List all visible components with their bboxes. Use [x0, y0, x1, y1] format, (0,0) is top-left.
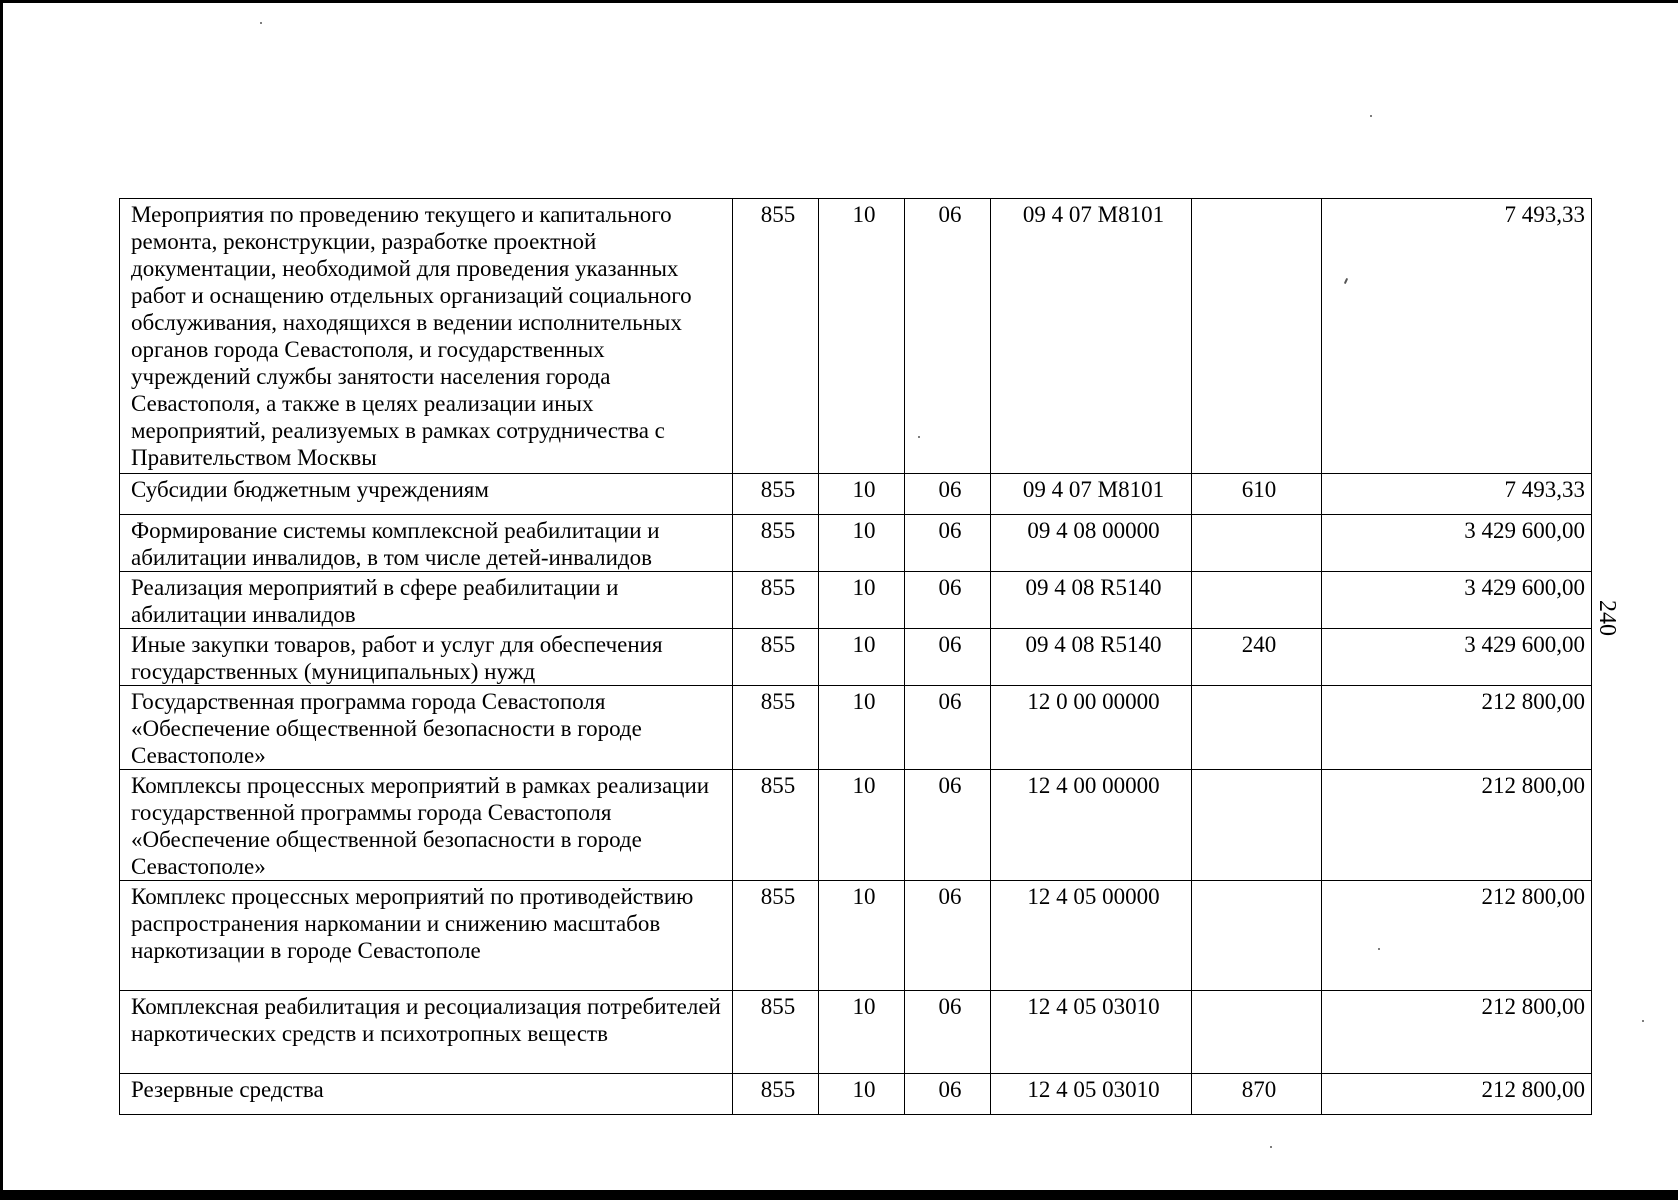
target-article-code: 09 4 08 00000 — [991, 515, 1192, 572]
expense-type-code — [1192, 991, 1322, 1074]
item-name: Государственная программа города Севастополя «Обеспечение общественной безопасности в городе Севастополе» — [120, 686, 733, 770]
scan-border-top — [0, 0, 1678, 3]
table-row — [120, 474, 1592, 515]
table-row — [120, 572, 1592, 629]
table-row — [120, 991, 1592, 1074]
section-code: 10 — [819, 686, 905, 770]
target-article-code: 12 0 00 00000 — [991, 686, 1192, 770]
expense-type-code: 870 — [1192, 1074, 1322, 1115]
expense-type-code — [1192, 686, 1322, 770]
item-name: Резервные средства — [120, 1074, 733, 1115]
section-code: 10 — [819, 199, 905, 474]
item-name: Формирование системы комплексной реабилитации и абилитации инвалидов, в том числе детей-инвалидов — [120, 515, 733, 572]
expense-type-code — [1192, 199, 1322, 474]
subsection-code: 06 — [905, 572, 991, 629]
expense-type-code: 240 — [1192, 629, 1322, 686]
grbs-code: 855 — [733, 572, 819, 629]
section-code: 10 — [819, 515, 905, 572]
target-article-code: 09 4 08 R5140 — [991, 572, 1192, 629]
table-row — [120, 1074, 1592, 1115]
page-number: 240 — [1594, 600, 1620, 636]
target-article-code: 12 4 00 00000 — [991, 770, 1192, 881]
section-code: 10 — [819, 881, 905, 991]
subsection-code: 06 — [905, 474, 991, 515]
scan-speck — [1270, 1146, 1272, 1148]
table-row — [120, 515, 1592, 572]
grbs-code: 855 — [733, 881, 819, 991]
grbs-code: 855 — [733, 515, 819, 572]
amount: 212 800,00 — [1322, 881, 1592, 991]
grbs-code: 855 — [733, 991, 819, 1074]
grbs-code: 855 — [733, 474, 819, 515]
subsection-code: 06 — [905, 1074, 991, 1115]
target-article-code: 09 4 07 M8101 — [991, 199, 1192, 474]
grbs-code: 855 — [733, 686, 819, 770]
scan-speck — [1642, 1020, 1644, 1022]
section-code: 10 — [819, 572, 905, 629]
subsection-code: 06 — [905, 515, 991, 572]
subsection-code: 06 — [905, 881, 991, 991]
amount: 3 429 600,00 — [1322, 572, 1592, 629]
section-code: 10 — [819, 629, 905, 686]
amount: 212 800,00 — [1322, 991, 1592, 1074]
grbs-code: 855 — [733, 1074, 819, 1115]
item-name: Иные закупки товаров, работ и услуг для обеспечения государственных (муниципальных) нужд — [120, 629, 733, 686]
subsection-code: 06 — [905, 199, 991, 474]
expense-type-code — [1192, 770, 1322, 881]
subsection-code: 06 — [905, 629, 991, 686]
section-code: 10 — [819, 474, 905, 515]
table-row — [120, 686, 1592, 770]
subsection-code: 06 — [905, 991, 991, 1074]
table-row — [120, 199, 1592, 474]
table-row — [120, 629, 1592, 686]
section-code: 10 — [819, 770, 905, 881]
target-article-code: 12 4 05 00000 — [991, 881, 1192, 991]
grbs-code: 855 — [733, 770, 819, 881]
expense-type-code — [1192, 881, 1322, 991]
table-row — [120, 770, 1592, 881]
scan-border-left — [0, 0, 3, 1200]
scan-speck — [1370, 115, 1372, 117]
scan-border-bottom — [0, 1190, 1678, 1200]
item-name: Комплексы процессных мероприятий в рамках реализации государственной программы города Севастополя «Обеспечение общественной безопасности в городе Севастополе» — [120, 770, 733, 881]
amount: 3 429 600,00 — [1322, 515, 1592, 572]
target-article-code: 12 4 05 03010 — [991, 1074, 1192, 1115]
expense-type-code — [1192, 515, 1322, 572]
amount: 212 800,00 — [1322, 1074, 1592, 1115]
scan-speck — [260, 22, 262, 24]
amount: 212 800,00 — [1322, 770, 1592, 881]
grbs-code: 855 — [733, 629, 819, 686]
amount: 7 493,33 — [1322, 474, 1592, 515]
table-row — [120, 881, 1592, 991]
target-article-code: 09 4 07 M8101 — [991, 474, 1192, 515]
item-name: Субсидии бюджетным учреждениям — [120, 474, 733, 515]
amount: 3 429 600,00 — [1322, 629, 1592, 686]
subsection-code: 06 — [905, 770, 991, 881]
item-name: Комплекс процессных мероприятий по противодействию распространения наркомании и снижению масштабов наркотизации в городе Севастополе — [120, 881, 733, 991]
expense-type-code: 610 — [1192, 474, 1322, 515]
budget-table — [119, 198, 1592, 1115]
item-name: Комплексная реабилитация и ресоциализация потребителей наркотических средств и психотропных веществ — [120, 991, 733, 1074]
item-name: Реализация мероприятий в сфере реабилитации и абилитации инвалидов — [120, 572, 733, 629]
section-code: 10 — [819, 991, 905, 1074]
expense-type-code — [1192, 572, 1322, 629]
subsection-code: 06 — [905, 686, 991, 770]
target-article-code: 09 4 08 R5140 — [991, 629, 1192, 686]
section-code: 10 — [819, 1074, 905, 1115]
amount: 212 800,00 — [1322, 686, 1592, 770]
target-article-code: 12 4 05 03010 — [991, 991, 1192, 1074]
grbs-code: 855 — [733, 199, 819, 474]
item-name: Мероприятия по проведению текущего и капитального ремонта, реконструкции, разработке проектной документации, необходимой для проведения указанных работ и оснащению отдельных организаций социального обслуживания, находящихся в ведении исполнительных органов города Севастополя, и государственных учреждений службы занятости населения города Севастополя, а также в целях реализации иных мероприятий, реализуемых в рамках сотрудничества с Правительством Москвы — [120, 199, 733, 474]
amount: 7 493,33 — [1322, 199, 1592, 474]
